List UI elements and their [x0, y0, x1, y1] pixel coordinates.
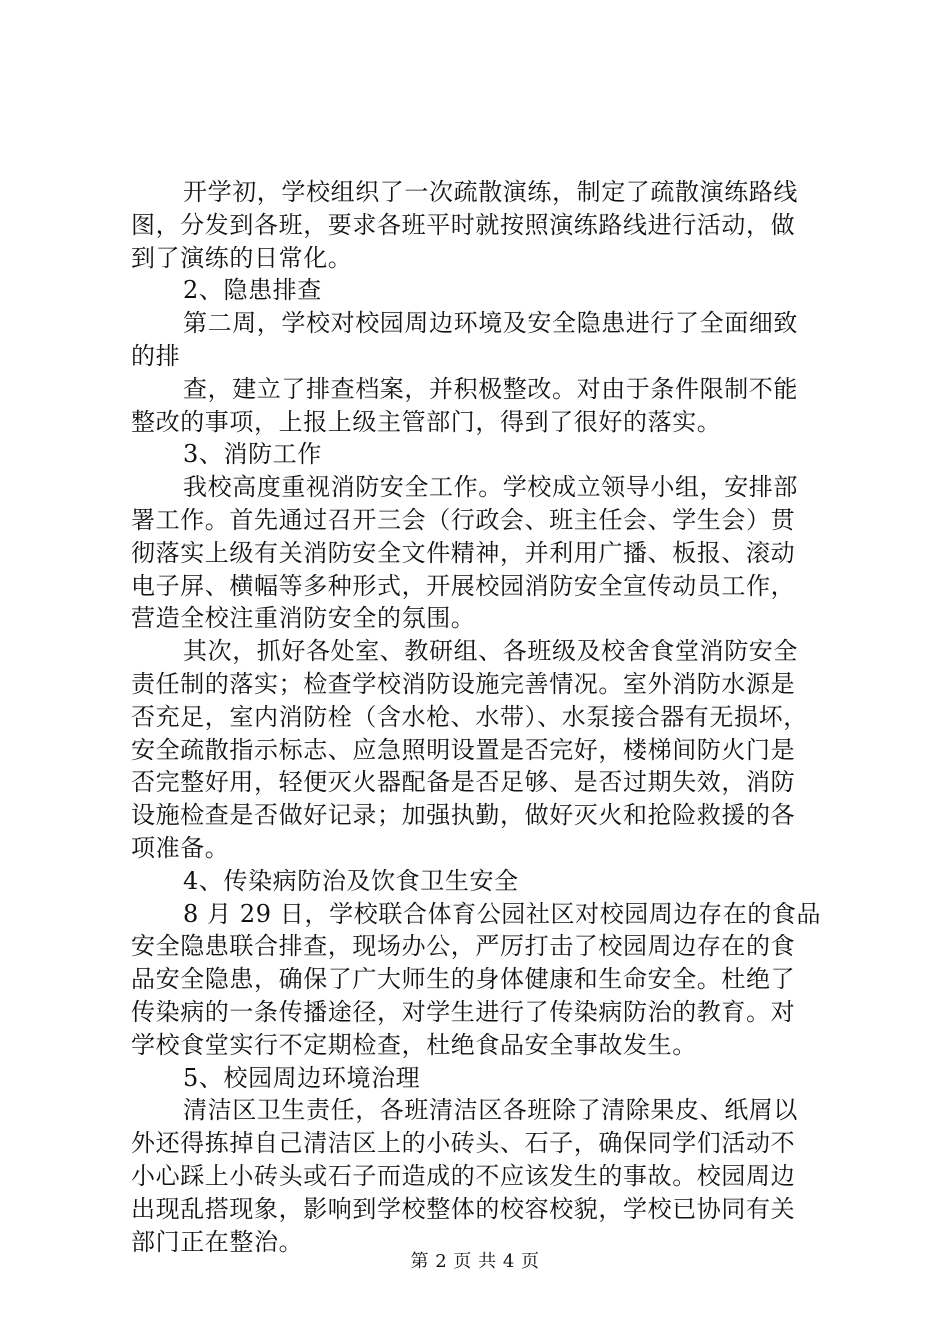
paragraph-line: 署工作。首先通过召开三会（行政会、班主任会、学生会）贯: [131, 505, 796, 534]
paragraph-line: 图，分发到各班，要求各班平时就按照演练路线进行活动，做: [131, 210, 796, 239]
paragraph-line: 到了演练的日常化。: [131, 243, 353, 272]
paragraph-line: 安全隐患联合排查，现场办公，严厉打击了校园周边存在的食: [131, 932, 796, 961]
paragraph-line: 整改的事项，上报上级主管部门，得到了很好的落实。: [131, 407, 722, 436]
section-heading: 2、隐患排查: [183, 276, 322, 305]
paragraph-line: 传染病的一条传播途径，对学生进行了传染病防治的教育。对: [131, 997, 796, 1026]
paragraph-line: 彻落实上级有关消防安全文件精神，并利用广播、板报、滚动: [131, 538, 796, 567]
paragraph-line: 品安全隐患，确保了广大师生的身体健康和生命安全。杜绝了: [131, 965, 796, 994]
page-number-footer: 第 2 页 共 4 页: [410, 1251, 540, 1272]
paragraph-line: 学校食堂实行不定期检查，杜绝食品安全事故发生。: [131, 1030, 697, 1059]
paragraph-line: 第二周，学校对校园周边环境及安全隐患进行了全面细致: [183, 309, 798, 338]
paragraph-line: 清洁区卫生责任，各班清洁区各班除了清除果皮、纸屑以: [183, 1096, 798, 1125]
paragraph-line: 我校高度重视消防安全工作。学校成立领导小组，安排部: [183, 473, 798, 502]
paragraph-line: 查，建立了排查档案，并积极整改。对由于条件限制不能: [183, 374, 798, 403]
section-heading: 4、传染病防治及饮食卫生安全: [183, 866, 519, 895]
paragraph-line: 设施检查是否做好记录；加强执勤，做好灭火和抢险救援的各: [131, 801, 796, 830]
document-body: [131, 176, 846, 1258]
paragraph-line: 小心踩上小砖头或石子而造成的不应该发生的事故。校园周边: [131, 1161, 796, 1190]
section-heading: 3、消防工作: [183, 440, 322, 469]
paragraph-line: 出现乱搭现象，影响到学校整体的校容校貌，学校已协同有关: [131, 1194, 796, 1223]
paragraph-line: 外还得拣掉自己清洁区上的小砖头、石子，确保同学们活动不: [131, 1129, 796, 1158]
paragraph-line: 开学初，学校组织了一次疏散演练，制定了疏散演练路线: [183, 178, 798, 206]
paragraph-line: 营造全校注重消防安全的氛围。: [131, 604, 476, 633]
paragraph-line: 的排: [131, 341, 181, 370]
section-heading: 5、校园周边环境治理: [183, 1063, 421, 1092]
paragraph-line: 其次，抓好各处室、教研组、各班级及校舍食堂消防安全: [183, 637, 798, 666]
paragraph-line: 电子屏、横幅等多种形式，开展校园消防安全宣传动员工作，: [131, 571, 796, 600]
paragraph-line: 否充足，室内消防栓（含水枪、水带）、水泵接合器有无损坏，: [131, 702, 808, 731]
paragraph-line: 项准备。: [131, 833, 230, 862]
paragraph-line: 否完整好用，轻便灭火器配备是否足够、是否过期失效，消防: [131, 768, 796, 797]
paragraph-line: 部门正在整治。: [131, 1227, 304, 1256]
paragraph-line: 责任制的落实；检查学校消防设施完善情况。室外消防水源是: [131, 669, 796, 698]
paragraph-line: 8 月 29 日，学校联合体育公园社区对校园周边存在的食品: [183, 899, 822, 928]
paragraph-line: 安全疏散指示标志、应急照明设置是否完好，楼梯间防火门是: [131, 735, 796, 764]
